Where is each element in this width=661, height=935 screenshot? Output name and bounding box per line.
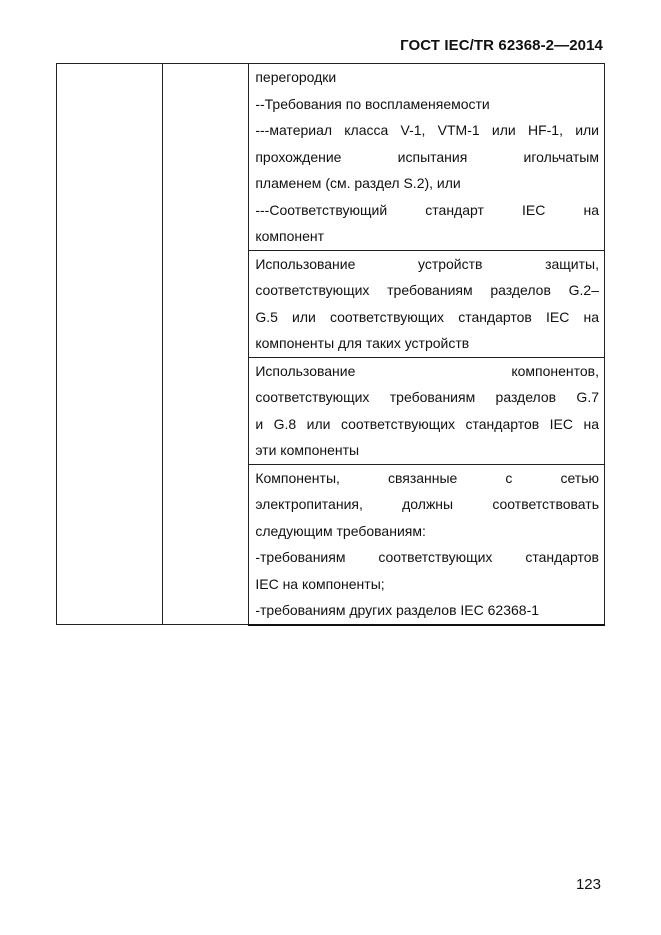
table-cell-requirement xyxy=(249,357,605,464)
table-cell-requirement xyxy=(249,64,605,251)
table-cell-requirement xyxy=(249,250,605,357)
table-cell-second-column xyxy=(163,64,249,625)
text-line: электропитания, должны соответствовать xyxy=(255,496,599,512)
text-line: и G.8 или соответствующих стандартов IEC на xyxy=(255,415,599,432)
text-line: ---материал класса V-1, VTM-1 или HF-1, или xyxy=(255,122,599,138)
text-line: ---Соответствующий стандарт IEC на xyxy=(255,201,599,218)
text-line: компоненты для таких устройств xyxy=(255,335,470,351)
page-number: 123 xyxy=(575,876,601,893)
text-line: перегородки xyxy=(255,69,337,85)
text-line: Использование компонентов, xyxy=(255,362,599,379)
text-line: Использование устройств защиты, xyxy=(255,255,599,272)
text-line: IEC на компоненты; xyxy=(255,575,385,592)
text-line: компонент xyxy=(255,228,325,244)
text-line: -требованиям других разделов IEC 62368-1 xyxy=(255,602,540,618)
text-line: -требованиям соответствующих стандартов xyxy=(255,549,599,565)
requirements-table xyxy=(56,63,605,626)
text-line: следующим требованиям: xyxy=(255,522,426,539)
table-cell-first-column xyxy=(57,64,163,625)
text-line: Компоненты, связанные с сетью xyxy=(255,469,599,486)
document-header-title: ГОСТ IEC/TR 62368-2—2014 xyxy=(400,37,603,54)
text-line: прохождение испытания игольчатым xyxy=(255,148,599,165)
text-line: соответствующих требованиям разделов G.7 xyxy=(255,389,599,405)
table-cell-requirement xyxy=(249,464,605,625)
text-line: соответствующих требованиям разделов G.2– xyxy=(255,282,599,298)
text-line: --Требования по воспламеняемости xyxy=(255,95,490,112)
table-row xyxy=(57,64,605,251)
text-line: G.5 или соответствующих стандартов IEC на xyxy=(255,308,599,325)
text-line: эти компоненты xyxy=(255,442,360,458)
text-line: пламенем (см. раздел S.2), или xyxy=(255,175,461,191)
